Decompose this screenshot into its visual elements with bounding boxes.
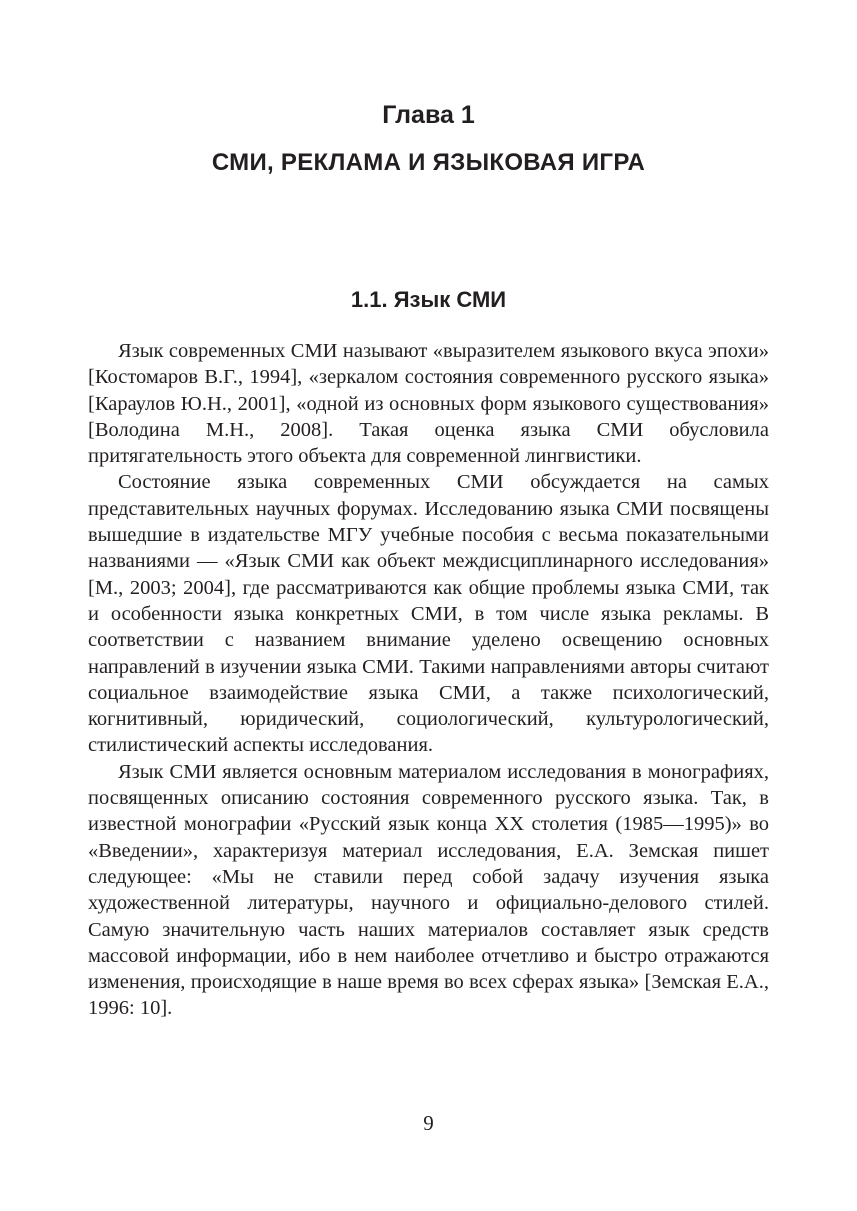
body-text [88, 338, 769, 1022]
paragraph-3: Язык СМИ является основным материалом исследования в монографиях, посвященных описанию состояния современного русского языка. Так, в известной монографии «Русский язык конца XX столетия (1985—1995)» во «Введении», характеризуя материал исследования, Е.А. Земская пишет следующее: «Мы не ставили перед собой задачу изучения языка художественной литературы, научного и официально-делового стилей. Самую значительную часть наших материалов составляет язык средств массовой информации, ибо в нем наиболее отчетливо и быстро отражаются изменения, происходящие в наше время во всех сферах языка» [Земская Е.А., 1996: 10]. [88, 760, 769, 1020]
paragraph-1: Язык современных СМИ называют «выразителем языкового вкуса эпохи» [Костомаров В.Г., 1994], «зеркалом состояния современного русского языка» [Караулов Ю.Н., 2001], «одной из основных форм языкового существования» [Володина М.Н., 2008]. Такая оценка языка СМИ обусловила притягательность этого объекта для современной лингвистики. [88, 340, 769, 468]
chapter-number: Глава 1 [382, 101, 475, 129]
page-number: 9 [423, 1111, 434, 1135]
chapter-title: СМИ, РЕКЛАМА И ЯЗЫКОВАЯ ИГРА [211, 149, 646, 176]
section-title: 1.1. Язык СМИ [350, 287, 507, 312]
paragraph-2: Состояние языка современных СМИ обсуждается на самых представительных научных форумах. Исследованию языка СМИ посвящены вышедшие в издательстве МГУ учебные пособия с весьма показательными названиями — «Язык СМИ как объект междисциплинарного исследования» [М., 2003; 2004], где рассматриваются как общие проблемы языка СМИ, так и особенности языка конкретных СМИ, в том числе языка рекламы. В соответствии с названием внимание уделено освещению основных направлений в изучении языка СМИ. Такими направлениями авторы считают социальное взаимодействие языка СМИ, а также психологический, когнитивный, юридический, социологический, культурологический, стилистический аспекты исследования. [88, 471, 769, 757]
